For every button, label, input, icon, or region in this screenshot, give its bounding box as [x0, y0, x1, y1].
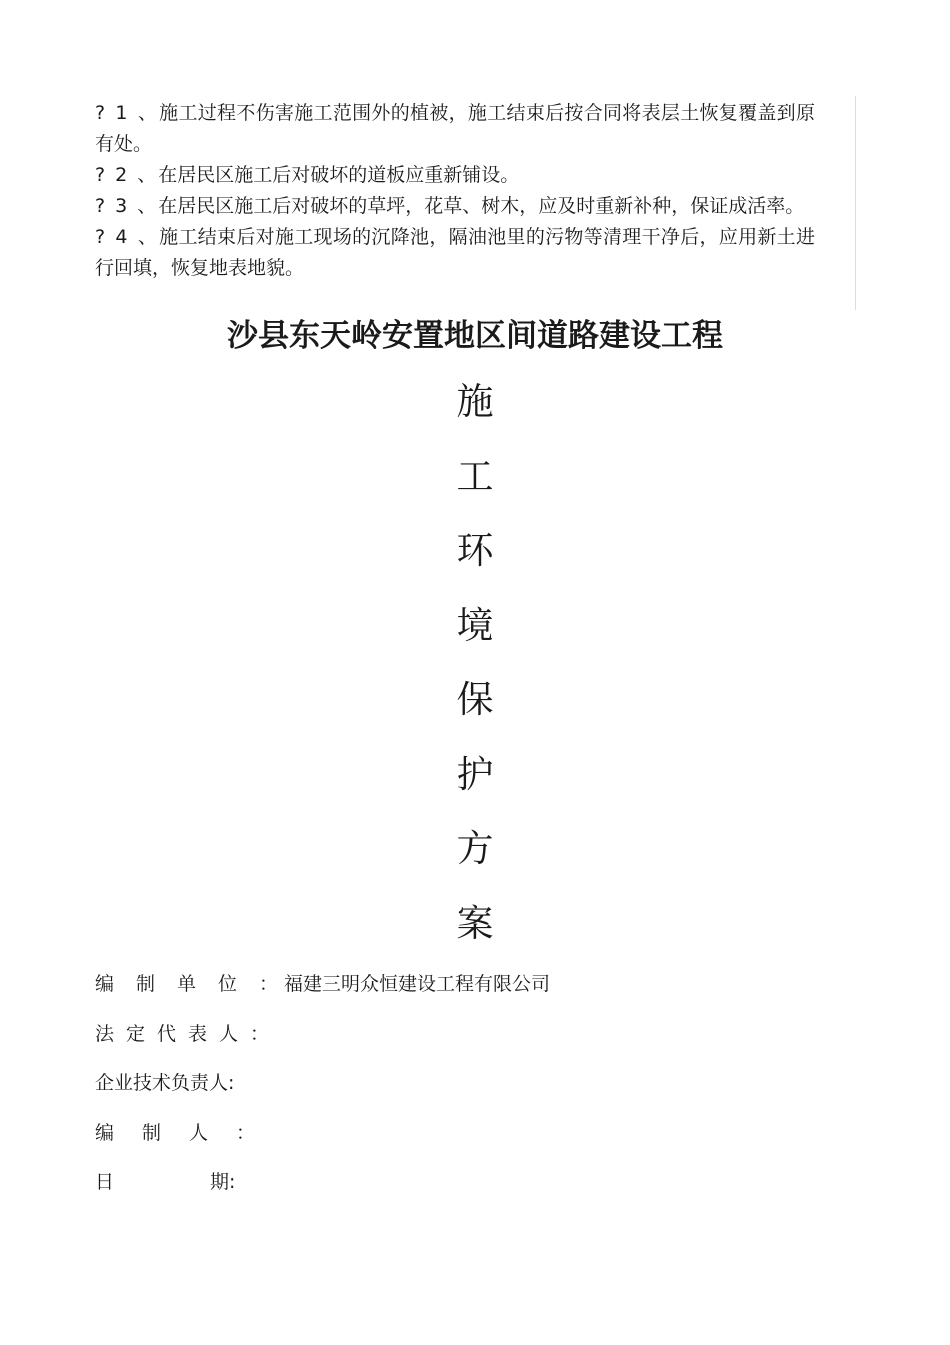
- title-char: 保: [456, 678, 494, 721]
- field-compiler: [95, 1115, 855, 1165]
- field-colon: ：: [236, 1121, 256, 1144]
- field-colon: :: [229, 1171, 236, 1193]
- field-label: 编制单位: [95, 973, 260, 995]
- title-char: 境: [456, 603, 494, 647]
- field-colon: ：: [250, 1022, 270, 1045]
- title-char: 案: [456, 901, 494, 945]
- field-colon: :: [228, 1072, 235, 1094]
- list-item: [95, 160, 815, 191]
- item-number: ? 2 、: [95, 164, 159, 186]
- item-text: 在居民区施工后对破坏的草坪，花草、树木，应及时重新补种，保证成活率。: [158, 195, 805, 217]
- document-title-vertical: [0, 376, 950, 972]
- field-label: 日 期: [95, 1171, 229, 1193]
- list-item: [95, 191, 815, 222]
- title-char: 护: [456, 752, 494, 796]
- item-number: ? 3 、: [95, 195, 159, 217]
- field-colon: ：: [259, 973, 279, 995]
- item-number: ? 1 、: [95, 102, 160, 124]
- item-text: 在居民区施工后对破坏的道板应重新铺设。: [158, 164, 520, 186]
- list-item: [95, 222, 815, 284]
- field-date: [95, 1164, 855, 1214]
- item-text: 施工结束后对施工现场的沉降池，隔油池里的污物等清理干净后，应用新土进行回填，恢复地表地貌。: [95, 226, 815, 279]
- list-item: [95, 98, 815, 160]
- title-char: 工: [456, 454, 494, 498]
- field-technical-lead: [95, 1065, 855, 1115]
- item-text: 施工过程不伤害施工范围外的植被，施工结束后按合同将表层土恢复覆盖到原有处。: [95, 102, 815, 155]
- field-value: 福建三明众恒建设工程有限公司: [284, 973, 551, 995]
- project-title: 沙县东天岭安置地区间道路建设工程: [227, 318, 723, 354]
- field-label: 企业技术负责人: [95, 1072, 229, 1094]
- field-label: 编制人: [95, 1121, 237, 1144]
- field-label: 法定代表人: [95, 1022, 251, 1045]
- cover-info-fields: [95, 966, 855, 1214]
- field-legal-representative: [95, 1016, 855, 1066]
- item-number: ? 4 、: [95, 226, 160, 248]
- title-char: 方: [456, 827, 494, 870]
- field-compiling-unit: [95, 966, 855, 1016]
- title-char: 施: [456, 380, 494, 423]
- margin-rule: [855, 96, 856, 310]
- title-char: 环: [456, 529, 494, 572]
- restoration-measures-list: [95, 98, 815, 284]
